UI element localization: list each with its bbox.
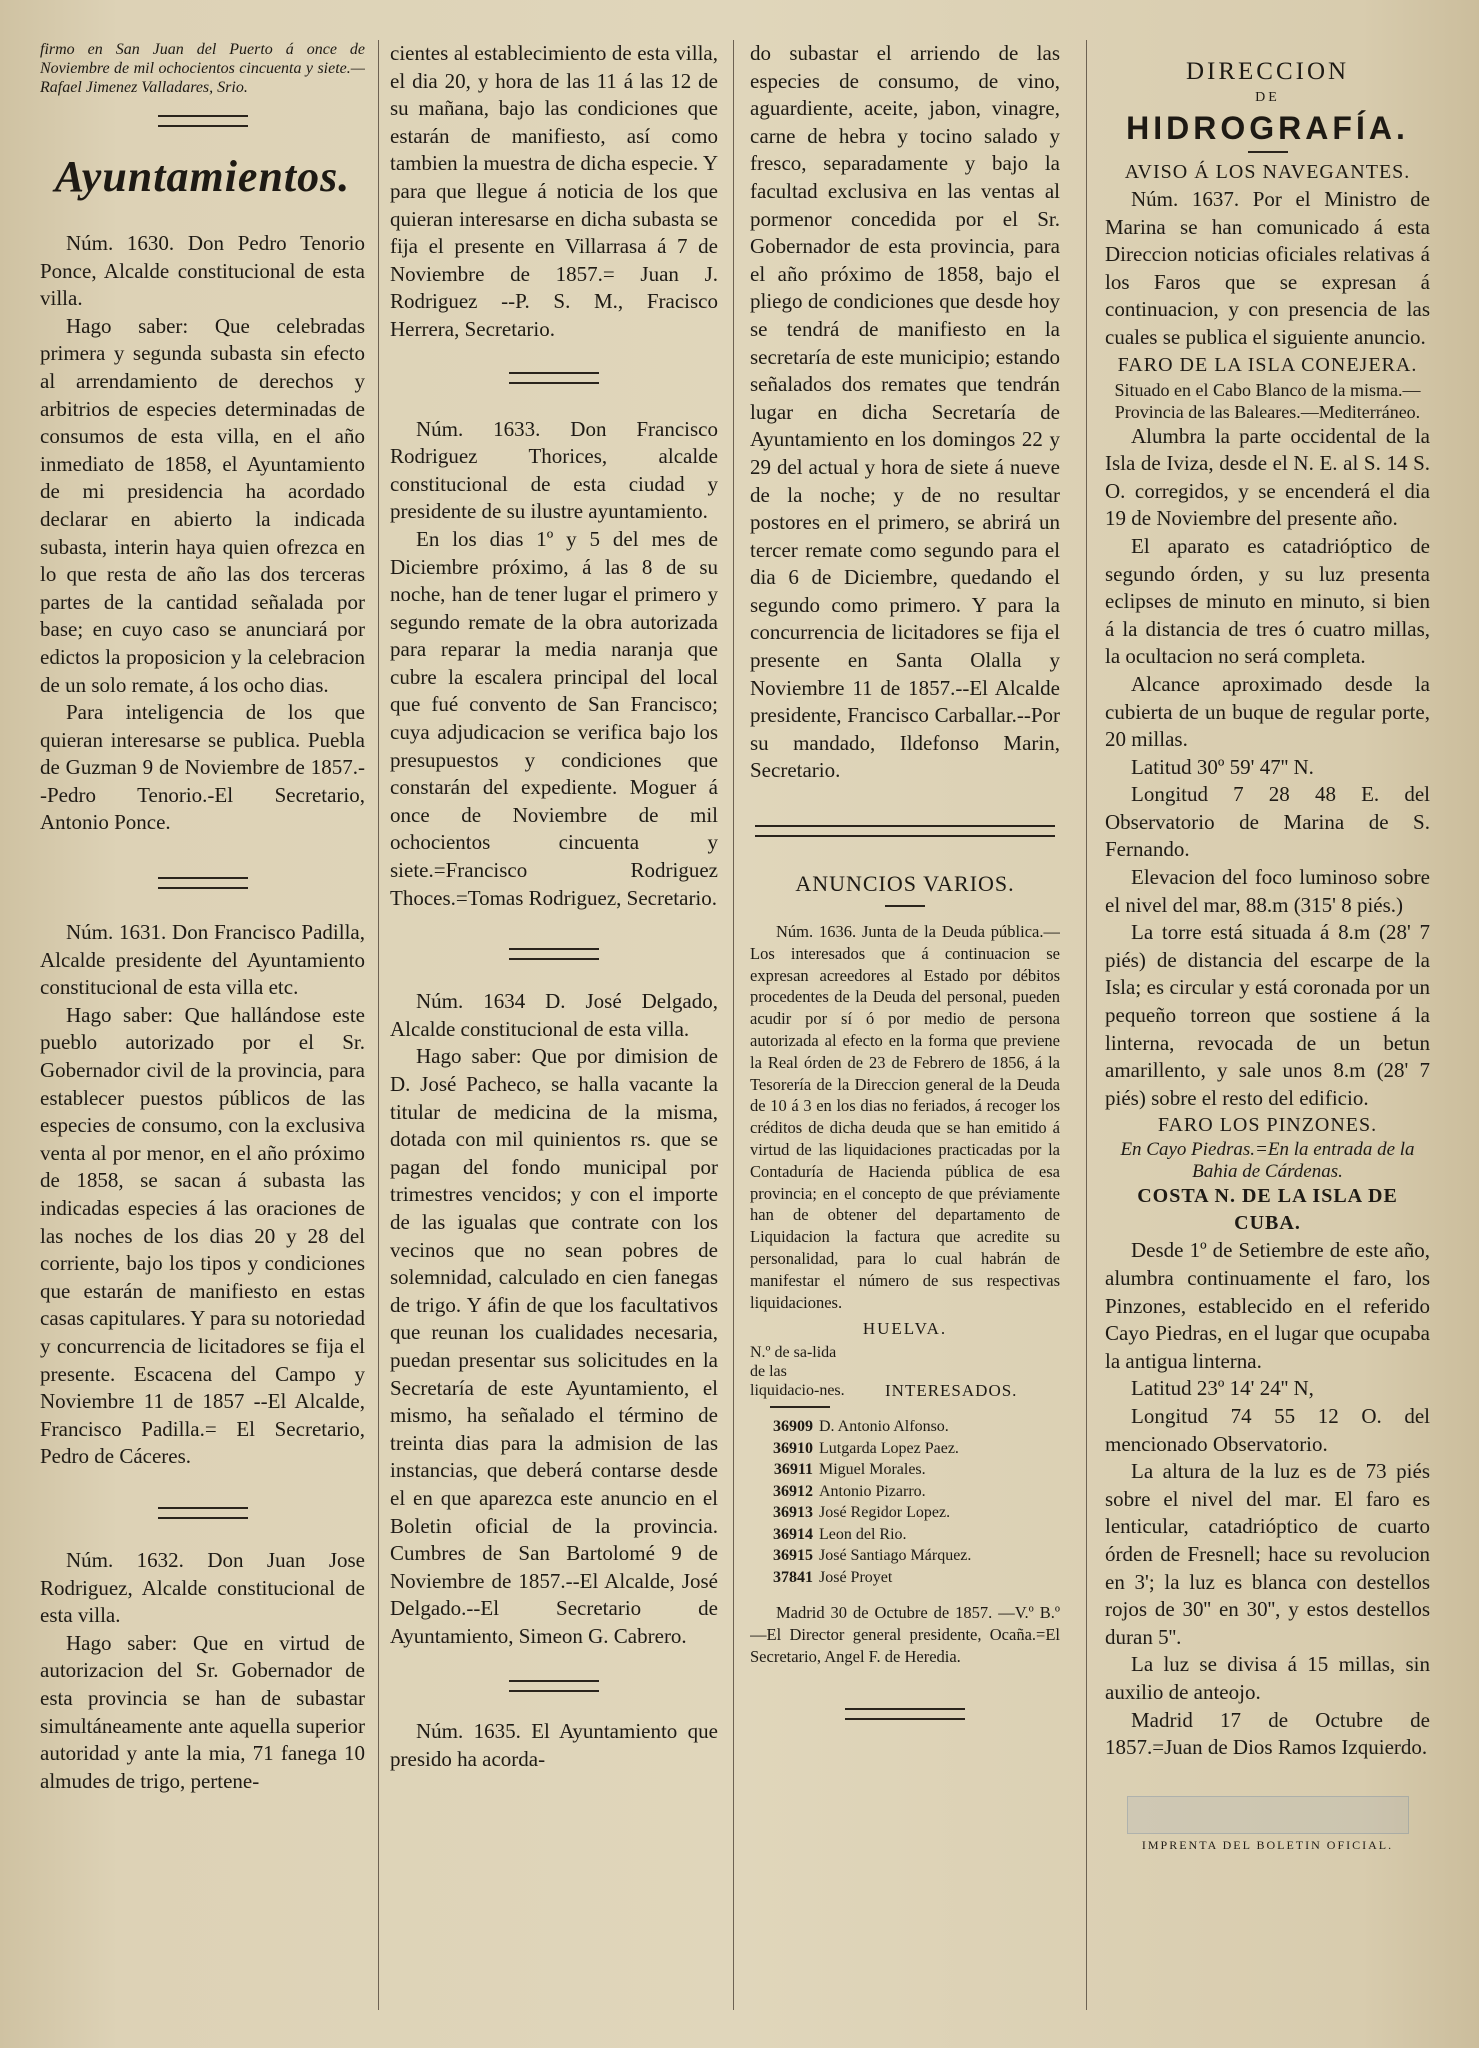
notice-1634-body: Hago saber: Que por dimision de D. José Pacheco, se halla vacante la titular de medicina de la misma, dotada con mil quinientos rs. que se pagan del fondo municipal por trimestres vencidos; y con el importe de las igualas que contrate con los vecinos que no sean pobres de solemnidad, calculado en cien fanegas de trigo. Y áfin de que los facultativos que reunan los cualidades necesaria, puedan presentar sus solicitudes en la Secretaría de este Ayuntamiento, el mismo, ha señalado el término de treinta dias para la admision de las instancias, que deberá contarse desde el en que aparezca este anuncio en el Boletin oficial de la provincia. Cumbres de San Bartolomé 9 de Noviembre de 1857.--El Alcalde, José Delgado.--El Secretario de Ayuntamiento, Simeon G. Cabrero.	[390, 1044, 718, 1648]
notice-1631-header: Núm. 1631. Don Francisco Padilla, Alcalde presidente del Ayuntamiento constitucional de esta villa etc.	[40, 920, 365, 1000]
liquidations-table	[750, 1416, 1060, 1588]
separator	[509, 1680, 599, 1692]
table-row	[750, 1545, 1060, 1567]
column-rule	[1086, 40, 1087, 2010]
row-number: 36915	[773, 1547, 813, 1565]
faro-conejera-p2: El aparato es catadrióptico de segundo órden, y su luz presenta eclipses de minuto en minuto, si bien á la distancia de tres ó cuatro millas, la ocultacion no será completa.	[1105, 533, 1430, 669]
separator	[158, 1507, 248, 1519]
separator	[770, 1406, 830, 1408]
table-row	[750, 1567, 1060, 1589]
column-rule	[733, 40, 734, 2010]
table-row	[750, 1524, 1060, 1546]
notice-1636-closing-block	[750, 1602, 1060, 1667]
notice-1636-closing: Madrid 30 de Octubre de 1857. —V.º B.º—El Director general presidente, Ocaña.=El Secretario, Angel F. de Heredia.	[750, 1603, 1060, 1666]
aviso-heading: AVISO Á LOS NAVEGANTES.	[1124, 161, 1411, 183]
row-number: 36914	[773, 1525, 813, 1543]
row-name: José Regidor Lopez.	[819, 1504, 951, 1522]
faro-pinzones-p1: Desde 1º de Setiembre de este año, alumbra continuamente el faro, los Pinzones, establecido en el referido Cayo Piedras, en el lugar que ocupaba la antigua linterna.	[1105, 1238, 1430, 1373]
column-2	[390, 40, 718, 2030]
intro-paragraph: firmo en San Juan del Puerto á once de Noviembre de mil ochocientos cincuenta y siete.—Rafael Jimenez Valladares, Srio.	[40, 41, 365, 96]
table-row	[750, 1481, 1060, 1503]
faro-pinzones-heading: FARO LOS PINZONES.	[1157, 1114, 1378, 1137]
faro-conejera-subtitle: Situado en el Cabo Blanco de la misma.—Provincia de las Baleares.—Mediterráneo.	[1114, 379, 1421, 422]
faro-pinzones-signature: Madrid 17 de Octubre de 1857.=Juan de Dios Ramos Izquierdo.	[1105, 1707, 1430, 1760]
faro-pinzones-longitude: Longitud 74 55 12 O. del mencionado Observatorio.	[1105, 1403, 1430, 1456]
table-row	[750, 1459, 1060, 1481]
table-region-label: HUELVA.	[862, 1319, 948, 1339]
row-name: José Santiago Márquez.	[819, 1547, 972, 1565]
faro-conejera-tower: La torre está situada á 8.m (28' 7 piés) de distancia del escarpe de la Isla; es circular y está coronada por un pequeño torreon que sostiene á la linterna, revocada de un betun amarillento, y sale unos 8.m (28' 7 piés) sobre el resto del edificio.	[1105, 920, 1430, 1110]
separator	[509, 948, 599, 960]
faro-conejera-longitude: Longitud 7 28 48 E. del Observatorio de Marina de S. Fernando.	[1105, 782, 1430, 862]
faro-conejera-latitude: Latitud 30º 59' 47'' N.	[1131, 754, 1314, 779]
separator	[755, 825, 1055, 837]
row-number: 36912	[773, 1482, 813, 1500]
separator	[509, 372, 599, 384]
notice-1636-body: Núm. 1636. Junta de la Deuda pública.—Los interesados que á continuacion se expresan acreedores al Estado por débitos procedentes de la Deuda del personal, pueden acudir por sí ó por medio de persona autorizada al efecto en la forma que previene la Real órden de 23 de Febrero de 1856, á la Tesorería de la Direccion general de la Deuda de 10 á 3 en los dias no feriados, á recoger los créditos de dicha deuda que se han emitido á virtud de las liquidaciones practicadas por la Contaduría de Hacienda pública de esa provincia; en el concepto de que préviamente han de obtener del departamento de Liquidacion la factura que acredite su personalidad, para lo cual habrán de manifestar el número de sus respectivas liquidaciones.	[750, 922, 1060, 1312]
de-heading: DE	[1255, 90, 1280, 105]
faro-conejera-p3: Alcance aproximado desde la cubierta de un buque de regular porte, 20 millas.	[1105, 671, 1430, 752]
notice-1637-body: Núm. 1637. Por el Ministro de Marina se han comunicado á esta Direccion noticias oficiales relativas á los Faros que se expresan á continuacion, y con presencia de las cuales se publica el siguiente anuncio.	[1105, 187, 1430, 349]
table-row	[750, 1502, 1060, 1524]
row-name: Lutgarda Lopez Paez.	[819, 1439, 959, 1457]
row-number: 37841	[773, 1568, 813, 1586]
notice-1630-body: Hago saber: Que celebradas primera y segunda subasta sin efecto al arrendamiento de derechos y arbitrios de especies determinadas de consumos de esta villa, en el año inmediato de 1858, el Ayuntamiento de mi presidencia ha acordado declarar en abierto la indicada subasta, interin haya quien ofrezca en lo que resta de año las dos terceras partes de la cantidad señalada por base; en cuyo caso se anunciará por edictos la proposicion y la celebracion de un solo remate, á los ocho dias.	[40, 313, 365, 697]
notice-1632-body: Hago saber: Que en virtud de autorizacion del Sr. Gobernador de esta provincia se han de subastar simultáneamente ante aquella superior autoridad y ante la mia, 71 fanega 10 almudes de trigo, pertene-	[40, 1630, 365, 1793]
table-row	[750, 1438, 1060, 1460]
row-number: 36909	[773, 1418, 813, 1436]
column-3	[750, 40, 1060, 2030]
table-header-number: N.º de sa-lida de las liquidacio-nes.	[750, 1344, 845, 1400]
faro-conejera-p1: Alumbra la parte occidental de la Isla de Iviza, desde el N. E. al S. 14 S. O. corregidos, y se encenderá el dia 19 de Noviembre del presente año.	[1105, 423, 1430, 531]
notice-1631-body: Hago saber: Que hallándose este pueblo autorizado por el Sr. Gobernador civil de la provincia, para establecer puestos públicos de las especies de consumo, con la exclusiva venta al por menor, en el año próximo de 1858, se sacan á subasta las indicadas especies á las oraciones de las noches de los dias 20 y 28 del corriente, bajo los tipos y condiciones que estarán de manifiesto en estas casas capitulares. Y para su notoriedad y concurrencia de licitadores se fija el presente. Escacena del Campo y Noviembre 11 de 1857 --El Alcalde, Francisco Padilla.= El Secretario, Pedro de Cáceres.	[40, 1002, 365, 1469]
notice-1635-header: Núm. 1635. El Ayuntamiento que presido ha acorda-	[390, 1719, 718, 1772]
faro-conejera-heading: FARO DE LA ISLA CONEJERA.	[1117, 353, 1418, 376]
notice-1635-continued: do subastar el arriendo de las especies de consumo, de vino, aguardiente, aceite, jabon, vinagre, carne de hebra y tocino salado y fresco, separadamente y bajo la facultad exclusiva en las ventas al pormenor concedida por el Sr. Gobernador de esta provincia, para el año próximo de 1858, bajo el pliego de condiciones que desde hoy se tendrá de manifiesto en la secretaría de este municipio; estando señalados dos remates que tendrán lugar en dicha Secretaría de Ayuntamiento en los domingos 22 y 29 del actual y hora de siete á nueve de la noche; y de no resultar postores en el primero, se abrirá un tercer remate como segundo para el dia 6 de Diciembre, quedando el segundo como primero. Y para la concurrencia de licitadores se fija el presente en Santa Olalla y Noviembre 11 de 1857.--El Alcalde presidente, Francisco Carballar.--Por su mandado, Ildefonso Marin, Secretario.	[750, 41, 1060, 783]
separator	[1248, 151, 1288, 153]
row-number: 36913	[773, 1504, 813, 1522]
notice-1634-header: Núm. 1634 D. José Delgado, Alcalde constitucional de esta villa.	[390, 989, 718, 1041]
costa-cuba-heading: COSTA N. DE LA ISLA DE CUBA.	[1137, 1185, 1398, 1235]
notice-1632-continued: cientes al establecimiento de esta villa, el dia 20, y hora de las 11 á las 12 de su mañana, bajo las condiciones que estarán de manifiesto, así como tambien la muestra de dicha especie. Y para que llegue á noticia de los que quieran interesarse en dicha subasta se fija el presente en Villarrasa á 7 de Noviembre de 1857.= Juan J. Rodriguez --P. S. M., Fracisco Herrera, Secretario.	[390, 41, 718, 341]
table-header-interested: INTERESADOS.	[885, 1381, 1018, 1401]
row-name: Antonio Pizarro.	[819, 1482, 926, 1500]
row-number: 36910	[773, 1439, 813, 1457]
faro-pinzones-subtitle: En Cayo Piedras.=En la entrada de la Bahia de Cárdenas.	[1120, 1139, 1415, 1183]
notice-1632-header: Núm. 1632. Don Juan Jose Rodriguez, Alcalde constitucional de esta villa.	[40, 1547, 365, 1628]
table-row	[750, 1416, 1060, 1438]
notice-1633-header: Núm. 1633. Don Francisco Rodriguez Thorices, alcalde constitucional de esta ciudad y presidente de su ilustre ayuntamiento.	[390, 416, 718, 524]
column-4	[1105, 40, 1430, 2030]
notice-1633-body: En los dias 1º y 5 del mes de Diciembre próximo, á las 8 de su noche, han de tener lugar el primero y segundo remate de la obra autorizada para reparar la media naranja que cubre la escalera principal del local que fué convento de San Francisco; cuya adjudicacion se verifica bajo los presupuestos y condiciones que constarán del expediente. Moguer á once de Noviembre de mil ochocientos cincuenta y siete.=Francisco Rodriguez Thoces.=Tomas Rodriguez, Secretario.	[390, 526, 718, 910]
library-stamp	[1127, 1796, 1409, 1834]
table-header	[750, 1343, 1060, 1400]
row-name: Leon del Rio.	[819, 1525, 907, 1543]
announcements-heading: ANUNCIOS VARIOS.	[795, 871, 1015, 897]
notice-1630-closing: Para inteligencia de los que quieran interesarse se publica. Puebla de Guzman 9 de Noviembre de 1857.--Pedro Tenorio.-El Secretario, Antonio Ponce.	[40, 700, 365, 835]
hidrografia-heading: HIDROGRAFÍA.	[1126, 110, 1409, 146]
faro-pinzones-p2: La altura de la luz es de 73 piés sobre el nivel del mar. El faro es lenticular, catadrióptico de cuarto órden de Fresnell; hace su revolucion en 3'; la luz es blanca con destellos rojos de 30'' en 30'', y estos destellos duran 5''.	[1105, 1459, 1430, 1649]
column-1	[40, 40, 365, 2030]
notice-1636	[750, 921, 1060, 1313]
separator	[845, 1708, 965, 1720]
notice-1630-header: Núm. 1630. Don Pedro Tenorio Ponce, Alcalde constitucional de esta villa.	[40, 231, 365, 311]
separator	[885, 905, 925, 907]
faro-pinzones-latitude: Latitud 23º 14' 24'' N,	[1131, 1376, 1314, 1401]
faro-pinzones-p3: La luz se divisa á 15 millas, sin auxilio de anteojo.	[1105, 1652, 1430, 1704]
section-heading: Ayuntamientos.	[54, 152, 351, 201]
separator	[158, 877, 248, 889]
separator	[158, 115, 248, 127]
row-number: 36911	[773, 1461, 813, 1479]
printer-imprint: IMPRENTA DEL BOLETIN OFICIAL.	[1141, 1837, 1394, 1852]
row-name: José Proyet	[819, 1568, 893, 1586]
column-rule	[378, 40, 379, 2010]
row-name: D. Antonio Alfonso.	[819, 1418, 949, 1436]
faro-conejera-elevation: Elevacion del foco luminoso sobre el nivel del mar, 88.m (315' 8 piés.)	[1105, 865, 1430, 917]
direccion-heading: DIRECCION	[1185, 58, 1350, 85]
row-name: Miguel Morales.	[819, 1461, 926, 1479]
